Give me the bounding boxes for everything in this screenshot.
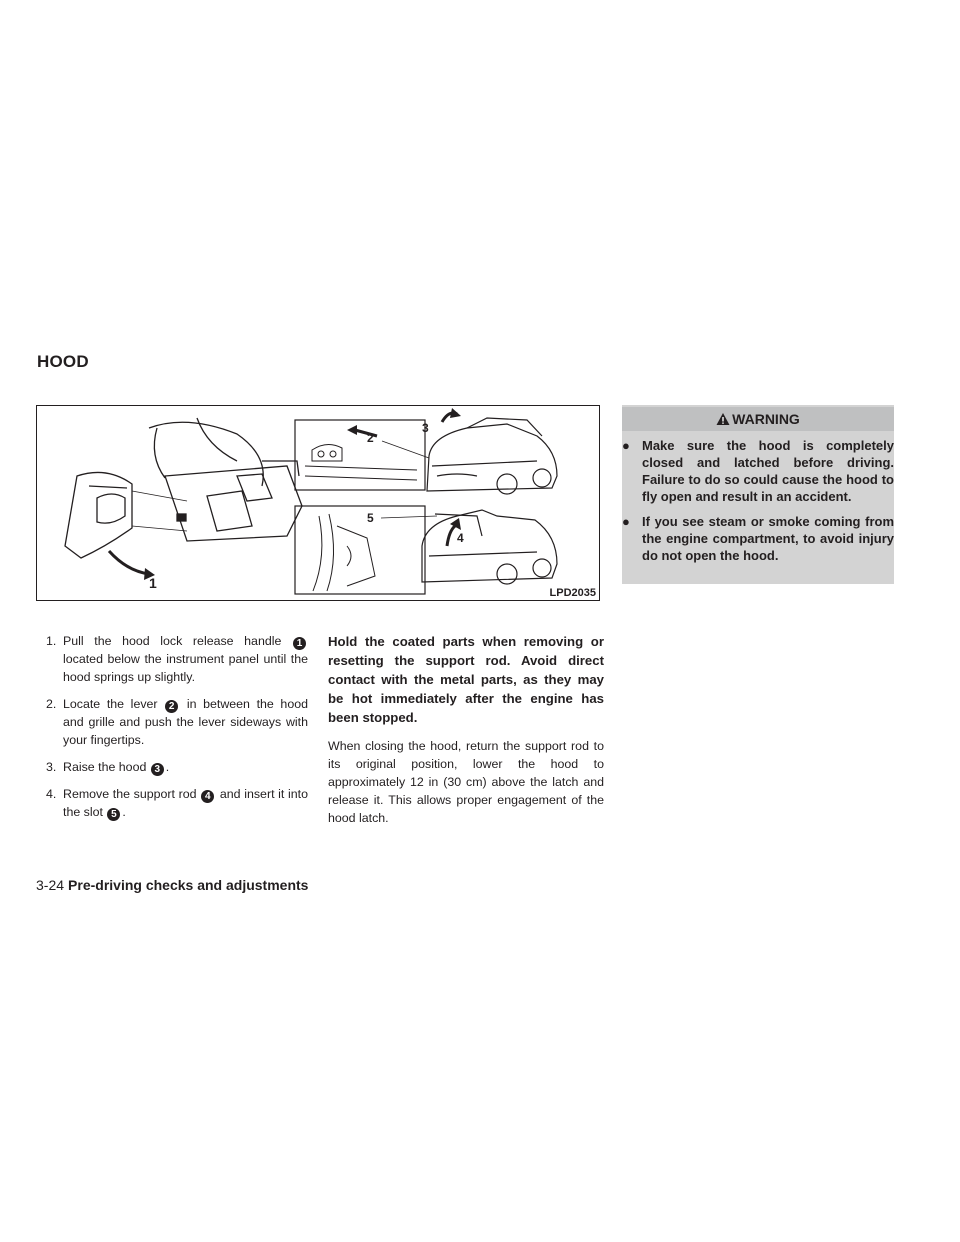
warning-box [622,405,894,584]
step-item: 2. Locate the lever 2 in between the hood and grille and push the lever sideways with your fingertips. [46,697,308,747]
figure-code: LPD2035 [549,587,596,599]
procedure-steps [46,632,308,821]
callout-badge: 1 [293,637,306,650]
warning-heading-text: WARNING [732,411,800,427]
warning-item: ● If you see steam or smoke coming from the engine compartment, to avoid injury do not open the hood. [622,514,894,563]
notes-column [328,632,604,827]
warning-list [622,437,894,564]
callout-5-label: 5 [367,511,374,525]
step-item: 1. Pull the hood lock release handle 1 located below the instrument panel until the hood springs up slightly. [46,634,308,684]
callout-1-label: 1 [149,575,157,591]
page-footer [36,877,308,893]
step-item: 4. Remove the support rod 4 and insert it into the slot 5 . [46,787,309,820]
callout-badge: 4 [201,790,214,803]
procedure-column [46,632,308,830]
warning-item: ● Make sure the hood is completely closed and latched before driving. Failure to do so could cause the hood to fly open and result in an accident. [622,438,894,504]
warning-icon [716,412,730,426]
section-title: HOOD [37,352,89,371]
bullet-icon: ● [622,438,630,453]
caution-paragraph: Hold the coated parts when removing or resetting the support rod. Avoid direct contact with the metal parts, as they may be hot immediately after the engine has been stopped. [328,634,604,725]
callout-3-label: 3 [422,421,429,435]
callout-4-label: 4 [457,531,464,545]
hood-release-illustration [36,405,600,601]
callout-2-label: 2 [367,431,374,445]
chapter-title: Pre-driving checks and adjustments [68,877,309,893]
callout-badge: 3 [151,763,164,776]
page-number: 3-24 [36,877,65,893]
hood-illustration-drawing [37,406,599,600]
warning-column [622,405,894,584]
callout-badge: 2 [165,700,178,713]
callout-badge: 5 [107,808,120,821]
closing-paragraph: When closing the hood, return the support rod to its original position, lower the hood to approximately 12 in (30 cm) above the latch and release it. This allows proper engagement of the hood latch. [328,739,604,825]
warning-heading [622,407,894,431]
step-item: 3. Raise the hood 3 . [46,760,170,775]
bullet-icon: ● [622,514,630,529]
